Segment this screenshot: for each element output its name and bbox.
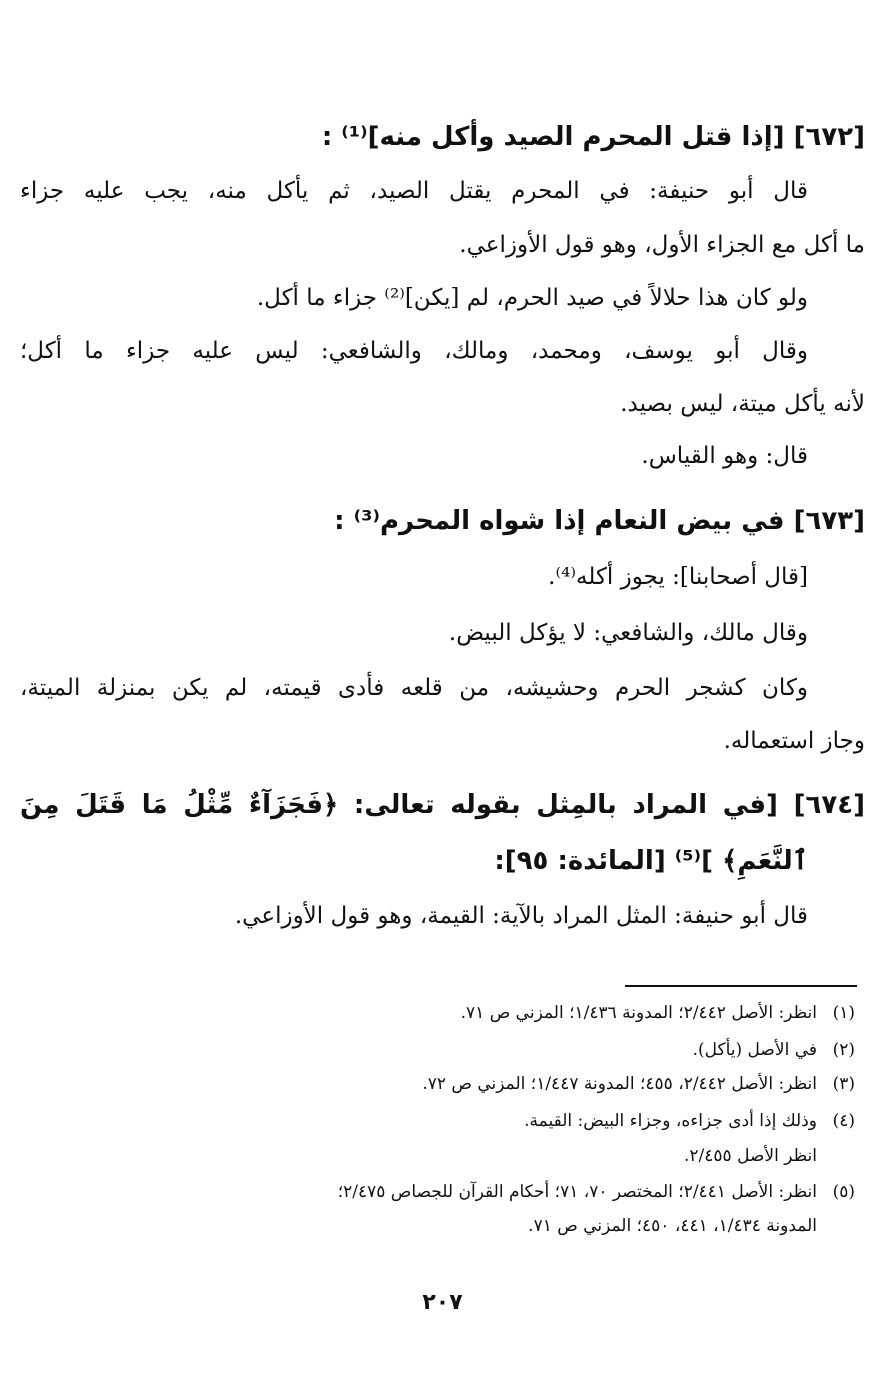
paragraph-line: قال أبو حنيفة: في المحرم يقتل الصيد، ثم يأكل منه، يجب عليه جزاء <box>20 178 808 204</box>
footnote-4 <box>20 1111 855 1131</box>
footnote-text: انظر: الأصل ٢/٤٤١؛ المختصر ٧٠، ٧١؛ أحكام القرآن للجصاص ٢/٤٧٥؛ <box>337 1182 817 1202</box>
footnote-5-cont: المدونة ١/٤٣٤، ٤٤١، ٤٥٠؛ المزني ص ٧١. <box>528 1216 817 1236</box>
paragraph-line: وقال مالك، والشافعي: لا يؤكل البيض. <box>448 620 808 646</box>
footnote-number: (٣) <box>832 1074 855 1094</box>
paragraph-line: ولو كان هذا حلالاً في صيد الحرم، لم [يكن]⁽²⁾ جزاء ما أكل. <box>256 285 808 311</box>
footnote-number: (٤) <box>832 1111 855 1131</box>
footnote-text: انظر: الأصل ٢/٤٤٢، ٤٥٥؛ المدونة ١/٤٤٧؛ المزني ص ٧٢. <box>422 1074 817 1094</box>
section-heading-672: [٦٧٢] [إذا قتل المحرم الصيد وأكل منه]⁽¹⁾ : <box>321 122 865 152</box>
footnote-number: (٥) <box>832 1182 855 1202</box>
paragraph-line: لأنه يأكل ميتة، ليس بصيد. <box>620 391 865 417</box>
paragraph-line: وقال أبو يوسف، ومحمد، ومالك، والشافعي: ليس عليه جزاء ما أكل؛ <box>20 338 808 364</box>
footnote-rule <box>625 985 857 987</box>
footnote-2 <box>20 1040 855 1060</box>
page-number: ٢٠٧ <box>422 1290 463 1315</box>
footnote-3 <box>20 1074 855 1094</box>
footnote-1 <box>20 1003 855 1023</box>
footnote-number: (١) <box>832 1003 855 1023</box>
paragraph-line: ما أكل مع الجزاء الأول، وهو قول الأوزاعي. <box>459 232 865 258</box>
footnote-4-cont: انظر الأصل ٢/٤٥٥. <box>684 1146 817 1166</box>
section-heading-674-cont: ٱلنَّعَمِ﴾ ]⁽⁵⁾ [المائدة: ٩٥]: <box>494 846 808 876</box>
footnote-number: (٢) <box>832 1040 855 1060</box>
paragraph-line: قال أبو حنيفة: المثل المراد بالآية: القيمة، وهو قول الأوزاعي. <box>234 903 808 929</box>
section-heading-673: [٦٧٣] في بيض النعام إذا شواه المحرم⁽³⁾ : <box>334 506 865 536</box>
paragraph-line: وجاز استعماله. <box>723 728 865 754</box>
paragraph-line: [قال أصحابنا]: يجوز أكله⁽⁴⁾. <box>548 564 808 590</box>
paragraph-line: وكان كشجر الحرم وحشيشه، من قلعه فأدى قيمته، لم يكن بمنزلة الميتة، <box>20 675 808 701</box>
paragraph-line: قال: وهو القياس. <box>641 443 808 469</box>
footnote-5 <box>20 1182 855 1202</box>
footnote-text: في الأصل (يأكل). <box>692 1040 817 1060</box>
section-heading-674: [٦٧٤] [في المراد بالمِثل بقوله تعالى: ﴿فَجَزَآءٌ مِّثْلُ مَا قَتَلَ مِنَ <box>20 790 865 820</box>
footnote-text: انظر: الأصل ٢/٤٤٢؛ المدونة ١/٤٣٦؛ المزني ص ٧١. <box>460 1003 817 1023</box>
footnote-text: وذلك إذا أدى جزاءه، وجزاء البيض: القيمة. <box>524 1111 817 1131</box>
